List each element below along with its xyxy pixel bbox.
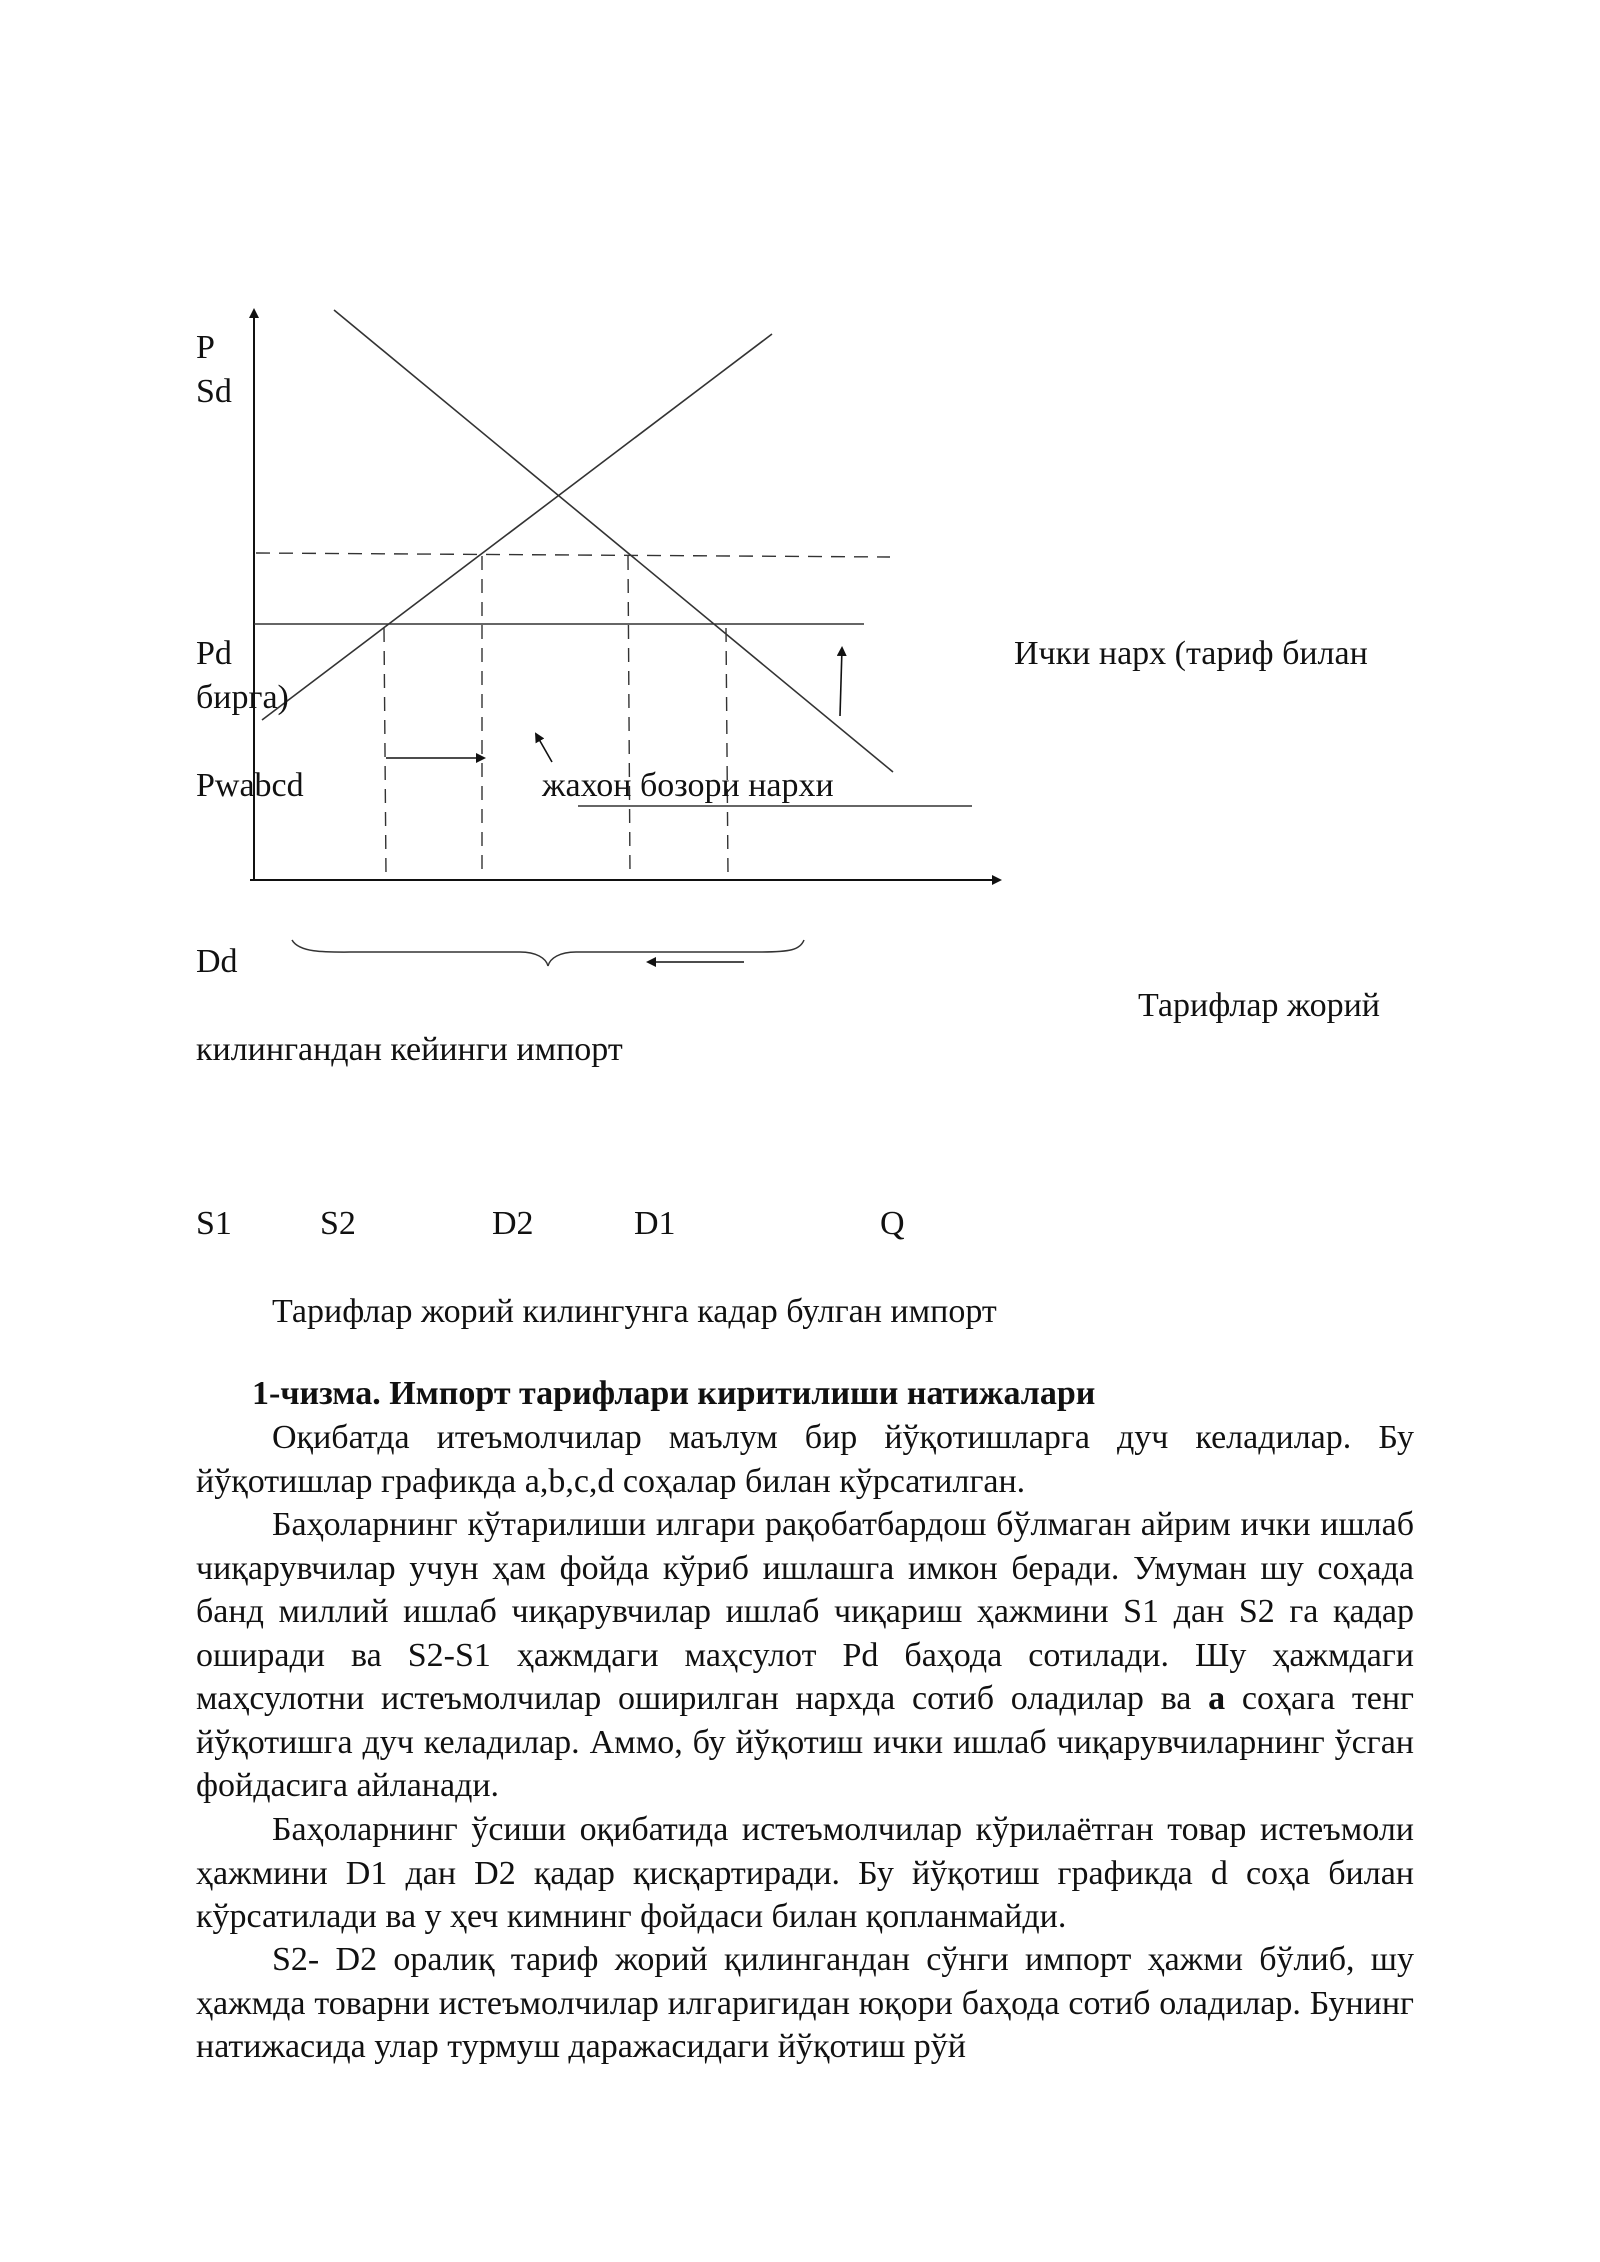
- demand-line: [334, 310, 893, 772]
- paragraph-2-bold-letter: a: [1208, 1680, 1226, 1717]
- d2-label: D2: [492, 1205, 534, 1242]
- inner-price-label-continued: бирга): [196, 679, 289, 716]
- paragraph-2-text-after: соҳага тенг йўқотишга дуч келадилар. Аммо, бу йўқотиш ички ишлаб чиқарувчиларнинг ўсган фойдасига айланади.: [196, 1680, 1414, 1804]
- s1-label: S1: [196, 1205, 232, 1242]
- price-axis-label: P: [196, 329, 215, 366]
- world-price-level-label: Pwabcd: [196, 767, 304, 804]
- tariff-price-dashed-line: [256, 553, 890, 557]
- demand-label: Dd: [196, 943, 238, 980]
- figure-caption: 1-чизма. Импорт тарифлари киритилиши натижалари: [252, 1375, 1096, 1412]
- d1-dashed-line: [726, 628, 728, 875]
- d1-label: D1: [634, 1205, 676, 1242]
- tariff-diagram: [0, 0, 1600, 1100]
- supply-line: [262, 334, 772, 720]
- import-after-label-continued: килингандан кейинги импорт: [196, 1031, 623, 1068]
- d2-dashed-line: [628, 556, 630, 875]
- paragraph-2-text: Баҳоларнинг кўтарилиши илгари рақобатбардош бўлмаган айрим ички ишлаб чиқарувчилар учун ҳам фойда кўриб ишлашга имкон беради. Умуман шу соҳада банд миллий ишлаб чиқарувчилар ишлаб чиқариш ҳажмини S1 дан S2 га қадар оширади ва S2-S1 ҳажмдаги маҳсулот Pd баҳода сотилади. Шу ҳажмдаги маҳсулотни истеъмолчилар оширилган нархда сотиб оладилар ва: [196, 1506, 1414, 1717]
- s1-dashed-line: [384, 628, 386, 875]
- paragraph-2: [196, 1503, 1414, 1808]
- quantity-axis-label: Q: [880, 1205, 905, 1242]
- paragraph-3: Баҳоларнинг ўсиши оқибатида истеъмолчилар кўрилаётган товар истеъмоли ҳажмини D1 дан D2 қадар қисқартиради. Бу йўқотиш графикда d соҳа билан кўрсатилади ва у ҳеч кимнинг фойдаси билан қопланмайди.: [196, 1811, 1414, 1935]
- paragraph-4: S2- D2 оралиқ тариф жорий қилингандан сўнги импорт ҳажми бўлиб, шу ҳажмда товарни истеъмолчилар илгаригидан юқори баҳода сотиб оладилар. Бунинг натижасида улар турмуш даражасидаги йўқотиш рўй: [196, 1941, 1414, 2065]
- paragraph-1: Оқибатда итеъмолчилар маълум бир йўқотишларга дуч келадилар. Бу йўқотишлар графикда a,b,c,d соҳалар билан кўрсатилган.: [196, 1419, 1414, 1500]
- world-price-pointer-arrow: [536, 734, 552, 762]
- import-before-label: Тарифлар жорий килингунга кадар булган импорт: [272, 1293, 997, 1330]
- domestic-price-label: Pd: [196, 635, 232, 672]
- inner-price-pointer-arrow: [840, 648, 842, 716]
- supply-label: Sd: [196, 373, 232, 410]
- import-after-label: Тарифлар жорий: [1138, 987, 1380, 1024]
- inner-price-label: Ички нарх (тариф билан: [1014, 635, 1368, 672]
- s2-label: S2: [320, 1205, 356, 1242]
- world-price-label: жахон бозори нархи: [542, 767, 834, 804]
